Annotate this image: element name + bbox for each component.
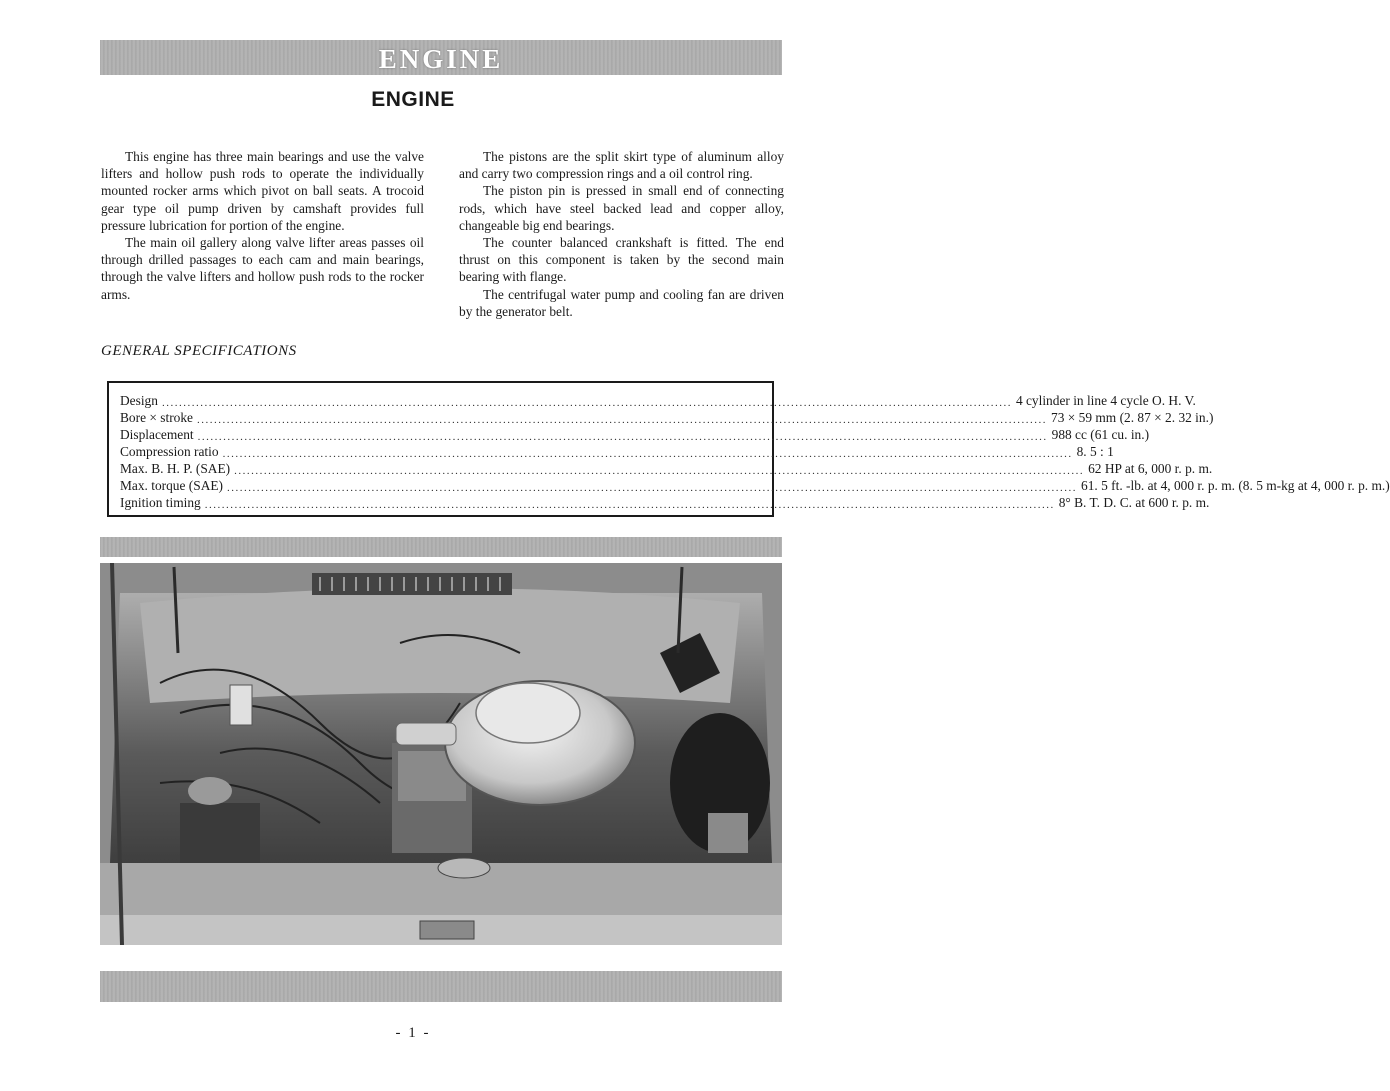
intro-paragraph: The centrifugal water pump and cooling fan are driven by the generator belt. [459, 286, 784, 319]
dot-leader: ........................................................................................................................................................................................................ [204, 499, 1055, 511]
intro-paragraph: The counter balanced crankshaft is fitted. The end thrust on this component is taken by the second main bearing with flange. [459, 235, 784, 285]
spec-label: Max. torque (SAE) [120, 478, 224, 493]
footer-band [100, 971, 782, 1002]
banner-title: ENGINE [378, 44, 504, 74]
title-banner [100, 40, 782, 75]
spec-label: Compression ratio [120, 444, 219, 459]
intro-left-column [101, 148, 424, 303]
engine-bay-photo-icon [100, 563, 782, 945]
spec-label: Ignition timing [120, 495, 201, 510]
spec-row [120, 460, 1213, 477]
intro-paragraph: The pistons are the split skirt type of aluminum alloy and carry two compression rings and a oil control ring. [459, 149, 784, 182]
spec-row [120, 477, 1390, 494]
dot-leader: ........................................................................................................................................................................................................ [197, 414, 1048, 426]
spec-row [120, 392, 1196, 409]
spec-row [120, 443, 1114, 460]
spec-label: Design [120, 393, 158, 408]
spec-label: Max. B. H. P. (SAE) [120, 461, 231, 476]
page-number: - 1 - [395, 1025, 431, 1041]
spec-value: 61. 5 ft. -lb. at 4, 000 r. p. m. (8. 5 m-kg at 4, 000 r. p. m.) [1081, 478, 1390, 493]
spec-row [120, 409, 1214, 426]
spec-value: 988 cc (61 cu. in.) [1051, 427, 1150, 442]
specifications-heading: GENERAL SPECIFICATIONS [101, 343, 297, 359]
spec-value: 62 HP at 6, 000 r. p. m. [1088, 461, 1213, 476]
spec-value: 8° B. T. D. C. at 600 r. p. m. [1058, 495, 1210, 510]
intro-paragraph: The main oil gallery along valve lifter areas passes oil through drilled passages to each cam and main bearings, through the valve lifters and hollow push rods to the rocker arms. [101, 235, 424, 302]
dot-leader: ........................................................................................................................................................................................................ [227, 482, 1078, 494]
spec-label: Displacement [120, 427, 194, 442]
dot-leader: ........................................................................................................................................................................................................ [222, 448, 1073, 460]
spec-value: 4 cylinder in line 4 cycle O. H. V. [1015, 393, 1196, 408]
spec-row [120, 426, 1150, 443]
intro-right-column [459, 148, 784, 320]
intro-paragraph: This engine has three main bearings and use the valve lifters and hollow push rods to operate the individually mounted rocker arms which pivot on ball seats. A trocoid gear type oil pump driven by camshaft provides full pressure lubrication for portion of the engine. [101, 149, 424, 233]
specifications-table [107, 381, 1390, 517]
spec-value: 8. 5 : 1 [1076, 444, 1114, 459]
dot-leader: ........................................................................................................................................................................................................ [197, 431, 1048, 443]
spec-value: 73 × 59 mm (2. 87 × 2. 32 in.) [1051, 410, 1214, 425]
dot-leader: ........................................................................................................................................................................................................ [161, 397, 1012, 409]
spec-label: Bore × stroke [120, 410, 194, 425]
page-heading: ENGINE [371, 88, 455, 111]
spec-row [120, 494, 1210, 511]
divider-band [100, 537, 782, 557]
dot-leader: ........................................................................................................................................................................................................ [234, 465, 1085, 477]
intro-paragraph: The piston pin is pressed in small end of connecting rods, which have steel backed lead and copper alloy, changeable big end bearings. [459, 183, 784, 233]
